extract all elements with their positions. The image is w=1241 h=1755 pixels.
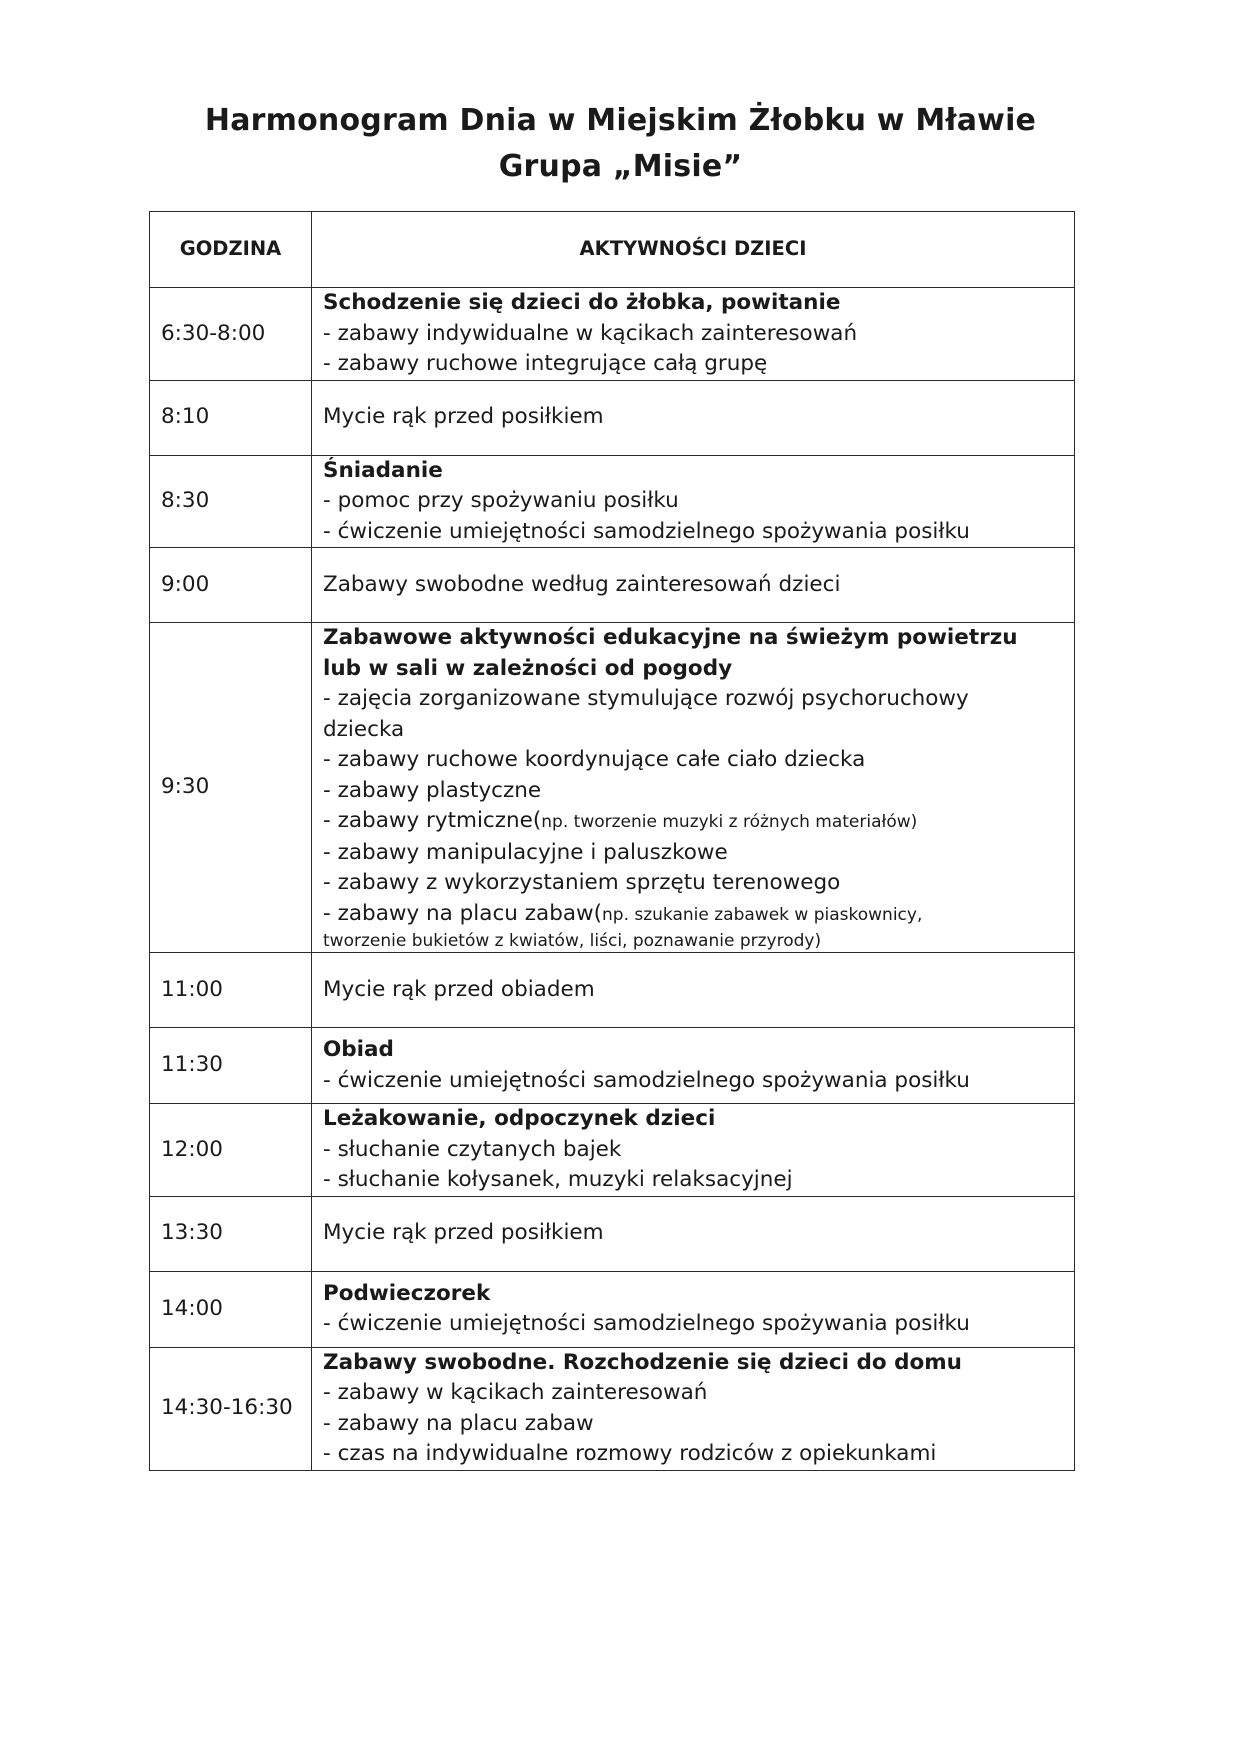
- activity-item: - zabawy ruchowe koordynujące całe ciało dziecka: [323, 747, 866, 772]
- activity-heading: lub w sali w zależności od pogody: [323, 655, 733, 681]
- table-row: [150, 1104, 1075, 1197]
- activity-item: - słuchanie kołysanek, muzyki relaksacyjnej: [323, 1167, 793, 1192]
- activity-note: np. szukanie zabawek w piaskownicy,: [602, 904, 923, 925]
- activity-item: dziecka: [323, 716, 405, 742]
- activity-cell: [312, 1271, 1075, 1347]
- table-row: [150, 548, 1075, 623]
- time-cell: 11:30: [150, 1028, 312, 1104]
- time-cell: 14:00: [150, 1271, 312, 1347]
- activity-heading: Podwieczorek: [323, 1280, 491, 1306]
- activity-note: tworzenie bukietów z kwiatów, liści, poznawanie przyrody): [323, 931, 822, 951]
- time-cell: 13:30: [150, 1196, 312, 1271]
- activity-item: - pomoc przy spożywaniu posiłku: [323, 488, 679, 513]
- activity-item: - zajęcia zorganizowane stymulujące rozwój psychoruchowy: [323, 686, 969, 711]
- activity-item: - zabawy ruchowe integrujące całą grupę: [323, 351, 768, 376]
- activity-heading: Zabawowe aktywności edukacyjne na świeżym powietrzu: [323, 625, 1018, 650]
- activity-item: - zabawy w kącikach zainteresowań: [323, 1380, 708, 1405]
- header-activities: AKTYWNOŚCI DZIECI: [312, 212, 1075, 288]
- activity-heading: Zabawy swobodne. Rozchodzenie się dzieci do domu: [323, 1349, 962, 1375]
- activity-item-text: - zabawy na placu zabaw(: [323, 900, 602, 926]
- table-header-row: [150, 212, 1075, 288]
- activity-item: - zabawy manipulacyjne i paluszkowe: [323, 839, 728, 865]
- activity-item: [323, 899, 1063, 931]
- table-row: [150, 1347, 1075, 1470]
- activity-cell: Mycie rąk przed posiłkiem: [312, 1196, 1075, 1271]
- activity-cell: Mycie rąk przed obiadem: [312, 953, 1075, 1028]
- time-cell: 9:00: [150, 548, 312, 623]
- time-cell: 12:00: [150, 1104, 312, 1197]
- schedule-table: [149, 211, 1075, 1471]
- activity-item: - ćwiczenie umiejętności samodzielnego spożywania posiłku: [323, 518, 970, 544]
- table-row: [150, 953, 1075, 1028]
- time-cell: 6:30-8:00: [150, 288, 312, 381]
- table-row: [150, 623, 1075, 953]
- table-row: [150, 1271, 1075, 1347]
- activity-cell: Zabawy swobodne według zainteresowań dzieci: [312, 548, 1075, 623]
- activity-item: - słuchanie czytanych bajek: [323, 1136, 622, 1162]
- activity-heading: Schodzenie się dzieci do żłobka, powitanie: [323, 290, 841, 315]
- table-row: [150, 455, 1075, 548]
- activity-item: - ćwiczenie umiejętności samodzielnego spożywania posiłku: [323, 1311, 970, 1336]
- activity-item: - zabawy indywidualne w kącikach zainteresowań: [323, 320, 858, 346]
- activity-cell: [312, 455, 1075, 548]
- header-time: GODZINA: [150, 212, 312, 288]
- time-cell: 8:30: [150, 455, 312, 548]
- activity-heading: Obiad: [323, 1037, 394, 1062]
- activity-heading: Śniadanie: [323, 457, 443, 483]
- activity-cell: [312, 623, 1075, 953]
- activity-cell: [312, 1104, 1075, 1197]
- table-row: [150, 1196, 1075, 1271]
- activity-cell: [312, 288, 1075, 381]
- activity-cell: [312, 1347, 1075, 1470]
- activity-item: [323, 806, 1063, 838]
- title-line-2: Grupa „Misie”: [498, 149, 743, 184]
- activity-item: - zabawy z wykorzystaniem sprzętu terenowego: [323, 870, 841, 895]
- time-cell: 9:30: [150, 623, 312, 953]
- table-row: [150, 380, 1075, 455]
- activity-cell: Mycie rąk przed posiłkiem: [312, 380, 1075, 455]
- activity-note: np. tworzenie muzyki z różnych materiałów): [541, 812, 918, 832]
- time-cell: 11:00: [150, 953, 312, 1028]
- activity-cell: [312, 1028, 1075, 1104]
- activity-heading: Leżakowanie, odpoczynek dzieci: [323, 1106, 716, 1131]
- activity-item: - zabawy na placu zabaw: [323, 1410, 594, 1436]
- time-cell: 14:30-16:30: [150, 1347, 312, 1470]
- title-line-1: Harmonogram Dnia w Miejskim Żłobku w Mławie: [204, 103, 1037, 138]
- activity-item: - zabawy plastyczne: [323, 777, 542, 803]
- table-row: [150, 288, 1075, 381]
- time-cell: 8:10: [150, 380, 312, 455]
- table-row: [150, 1028, 1075, 1104]
- activity-item: - ćwiczenie umiejętności samodzielnego spożywania posiłku: [323, 1067, 970, 1093]
- activity-item: - czas na indywidualne rozmowy rodziców z opiekunkami: [323, 1441, 937, 1466]
- activity-item-text: - zabawy rytmiczne(: [323, 808, 542, 833]
- page-title: [0, 98, 1241, 190]
